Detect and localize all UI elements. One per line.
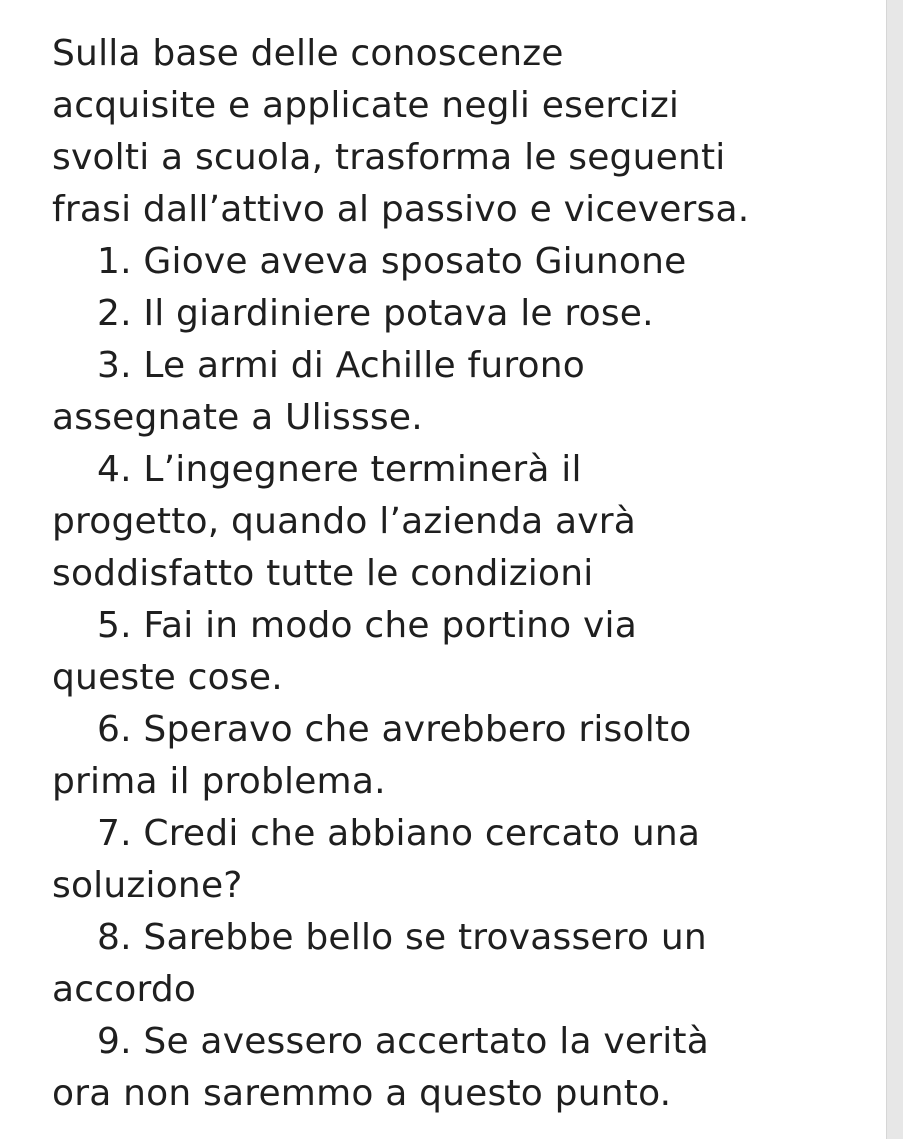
item-9-continuation: ora non saremmo a questo punto. xyxy=(52,1073,672,1114)
item-3-continuation: assegnate a Ulissse. xyxy=(52,397,423,438)
item-1: 1. Giove aveva sposato Giunone xyxy=(97,241,687,282)
item-6-continuation: prima il problema. xyxy=(52,761,386,802)
item-5-continuation: queste cose. xyxy=(52,657,283,698)
intro-line: frasi dall’attivo al passivo e viceversa. xyxy=(52,189,750,230)
intro-line: svolti a scuola, trasforma le seguenti xyxy=(52,137,726,178)
intro-line: Sulla base delle conoscenze xyxy=(52,33,564,74)
scrollbar[interactable] xyxy=(886,0,903,1139)
item-4: 4. L’ingegnere terminerà il xyxy=(97,449,582,490)
item-9: 9. Se avessero accertato la verità xyxy=(97,1021,709,1062)
item-5: 5. Fai in modo che portino via xyxy=(97,605,638,646)
item-7: 7. Credi che abbiano cercato una xyxy=(97,813,701,854)
item-6: 6. Speravo che avrebbero risolto xyxy=(97,709,692,750)
item-7-continuation: soluzione? xyxy=(52,865,243,906)
exercise-text xyxy=(52,28,852,1120)
item-8-continuation: accordo xyxy=(52,969,197,1010)
item-8: 8. Sarebbe bello se trovassero un xyxy=(97,917,707,958)
item-2: 2. Il giardiniere potava le rose. xyxy=(97,293,654,334)
item-4-continuation: progetto, quando l’azienda avrà xyxy=(52,501,637,542)
intro-line: acquisite e applicate negli esercizi xyxy=(52,85,680,126)
item-3: 3. Le armi di Achille furono xyxy=(97,345,586,386)
item-4-continuation: soddisfatto tutte le condizioni xyxy=(52,553,594,594)
